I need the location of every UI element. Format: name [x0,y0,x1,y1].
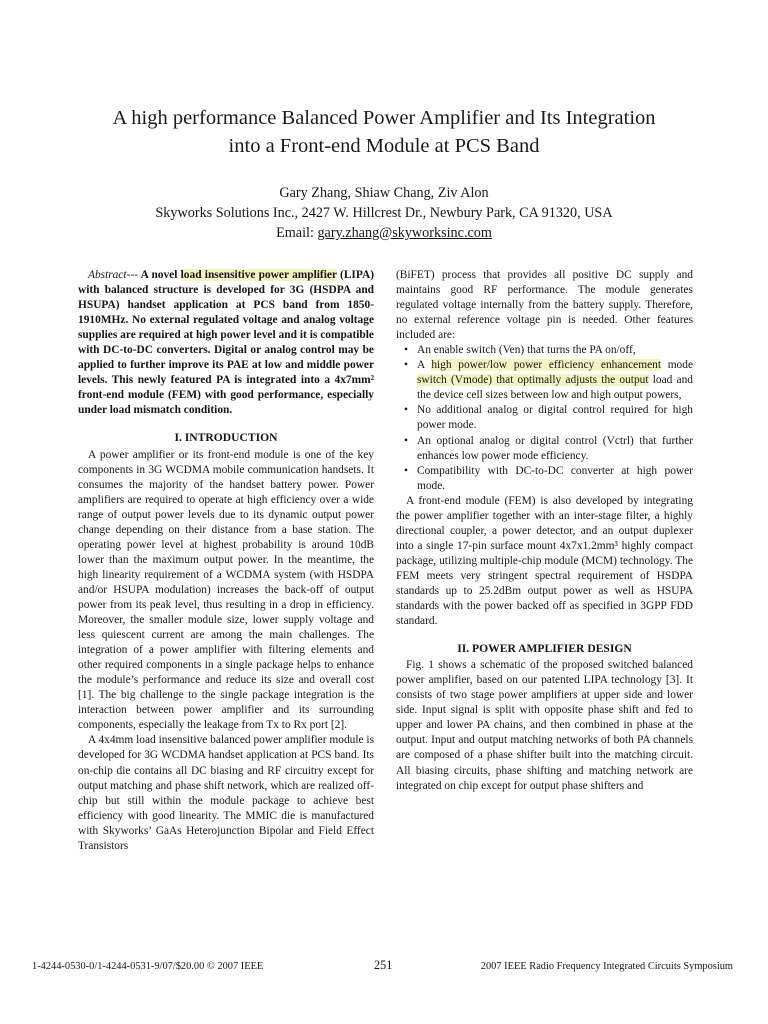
page-number: 251 [374,958,393,972]
abstract-lead: Abstract--- [88,269,138,281]
intro-paragraph-3: (BiFET) process that provides all positive DC supply and maintains good RF performance. The module generates regulated voltage internally from the battery supply. Therefore, no external reference voltage pin is needed. Other features included are: [396,269,693,342]
highlight-mode-1: high power/low power efficiency enhancement [431,359,661,372]
highlight-mode-2: switch (Vmode) that optimally adjusts the output [417,374,649,387]
author-affiliation: Skyworks Solutions Inc., 2427 W. Hillcrest Dr., Newbury Park, CA 91320, USA [155,205,613,221]
feature-item-vctrl: • An optional analog or digital control (Vctrl) that further enhances low power mode efficiency. [404,434,693,462]
bullet-icon: • [404,404,408,417]
author-email-line [40,223,728,243]
footer-conference: 2007 IEEE Radio Frequency Integrated Circuits Symposium [480,961,733,972]
title-line-1: A high performance Balanced Power Amplifier and Its Integration [112,107,656,129]
feature-item-mode: • A high power/low power efficiency enhancement mode switch (Vmode) that optimally adjusts the output load and the device cell sizes between low and high output powers, [404,359,693,402]
title-line-2: into a Front-end Module at PCS Band [228,135,540,157]
email-link[interactable]: gary.zhang@skyworksinc.com [317,225,492,241]
abstract: Abstract--- A novel load insensitive power amplifier (LIPA) with balanced structure is developed for 3G (HSDPA and HSUPA) handset application at PCS band from 1850-1910MHz. No external regulated voltage and analog voltage supplies are required at high power level and it is compatible with DC-to-DC converters. Digital or analog control may be applied to further improve its PAE at low and middle power levels. This newly featured PA is integrated into a 4x7mm² front-end module (FEM) with good performance, especially under load mismatch condition. [78,269,374,417]
feature-item-dcdc: • Compatibility with DC-to-DC converter at high power mode. [404,464,693,492]
intro-paragraph-1: A power amplifier or its front-end module is one of the key components in 3G WCDMA mobile communication handsets. It consumes the majority of the handset battery power. Power amplifiers are required to operate at high efficiency over a wide range of output power levels due to its dynamic output power change depending on their distance from a base station. The operating power level at highest probability is around 10dB lower than the maximum output power. In the meantime, the high linearity requirement of a WCDMA system (with HSDPA and/or HSUPA modulation) increases the back-off of output power from its peak level, thus resulting in a drop in efficiency. Moreover, the smaller module size, lower supply voltage and less quiescent current are among the main challenges. The integration of a power amplifier with filtering elements and other required components in a single package helps to enhance the module’s performance and reduce its size and overall cost [1]. The big challenge to the single package integration is the interaction between power amplifier and its surrounding components, especially the leakage from Tx to Rx port [2]. [78,448,374,732]
email-label: Email: [276,225,318,241]
footer-copyright: 1-4244-0530-0/1-4244-0531-9/07/$20.00 © 2007 IEEE [32,961,264,972]
bullet-icon: • [404,344,408,357]
bullet-icon: • [404,359,408,372]
section-heading-pa-design: II. POWER AMPLIFIER DESIGN [457,642,632,656]
paper-title [40,104,728,160]
feature-item-control: • No additional analog or digital control required for high power mode. [404,404,693,432]
intro-paragraph-4: A front-end module (FEM) is also developed by integrating the power amplifier together with an inter-stage filter, a highly directional coupler, a power detector, and an output duplexer into a single 17-pin surface mount 4x7x1.2mm³ highly compact package, utilizing multiple-chip module (MCM) technology. The FEM meets very stringent spectral requirement of HSDPA standards up to 25.2dBm output power as well as HSUPA standards with the power backed off as specified in 3GPP FDD standard. [396,494,693,628]
section-heading-introduction: I. INTRODUCTION [174,431,278,445]
feature-list [396,343,693,493]
author-block [40,183,728,243]
right-column [396,268,693,794]
left-column [78,268,374,854]
abstract-highlight: load insensitive power amplifier [180,269,337,281]
bullet-icon: • [404,464,408,477]
bullet-icon: • [404,434,408,447]
design-paragraph-1: Fig. 1 shows a schematic of the proposed switched balanced power amplifier, based on our patented LIPA technology [3]. It consists of two stage power amplifiers at upper side and lower side. Input signal is split with opposite phase shift and fed to upper and lower PA chains, and then combined in phase at the output. Input and output matching networks of both PA channels are composed of a phase shifter built into the matching circuit. All biasing circuits, phase shifting and matching network are integrated on chip except for output phase shifters and [396,659,693,792]
intro-paragraph-2: A 4x4mm load insensitive balanced power amplifier module is developed for 3G WCDMA handset application at PCS band. Its on-chip die contains all DC biasing and RF circuitry except for output matching and phase shift network, which are realized off-chip but still within the module package to achieve best efficiency with good linearity. The MMIC die is manufactured with Skyworks’ GaAs Heterojunction Bipolar and Field Effect Transistors [78,734,374,852]
feature-item-enable: • An enable switch (Ven) that turns the PA on/off, [396,343,693,358]
author-names: Gary Zhang, Shiaw Chang, Ziv Alon [279,185,489,201]
